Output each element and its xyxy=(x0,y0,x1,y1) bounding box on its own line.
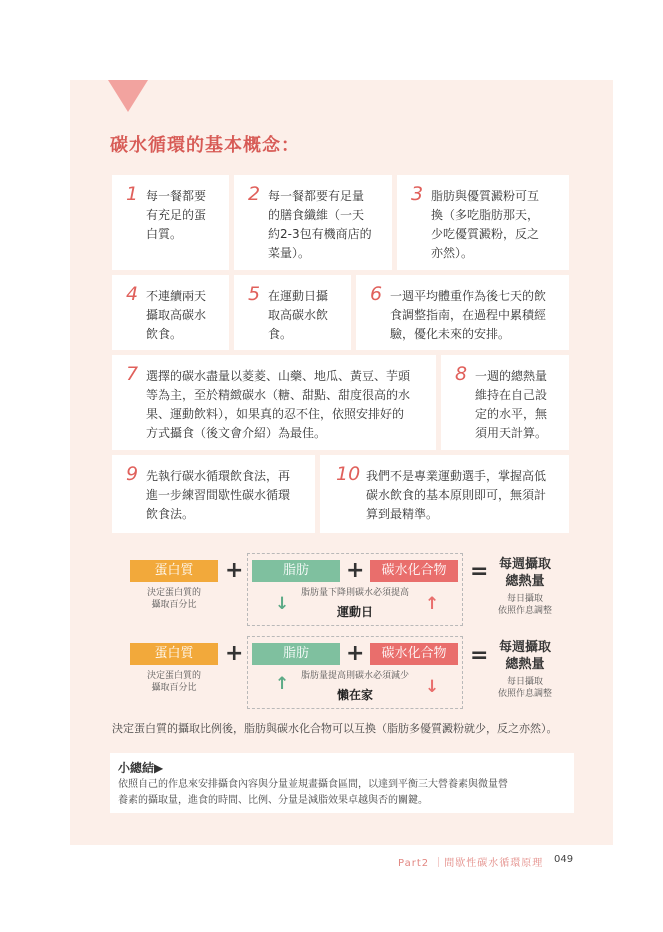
section-title: 碳水循環的基本概念： xyxy=(110,135,300,156)
arrow-up-icon: ↑ xyxy=(275,674,290,694)
protein-note: 決定蛋白質的 攝取百分比 xyxy=(146,588,201,610)
result-note: 每日攝取 依照作息調整 xyxy=(497,677,552,699)
concept-card-7 xyxy=(112,355,436,450)
plus-sign: + xyxy=(225,558,244,583)
card-number: 2 xyxy=(248,183,261,205)
card-number: 3 xyxy=(411,183,424,205)
card-number: 5 xyxy=(248,283,261,305)
concept-card-5 xyxy=(234,275,351,350)
plus-sign: + xyxy=(225,641,244,666)
equals-sign: = xyxy=(470,559,489,584)
day-label: 懶在家 xyxy=(336,688,373,702)
card-text: 脂肪與優質澱粉可互 換（多吃脂肪那天， 少吃優質澱粉，反之 亦然）。 xyxy=(431,189,540,260)
protein-note: 決定蛋白質的 攝取百分比 xyxy=(146,671,201,693)
carb-box: 碳水化合物 xyxy=(370,643,458,665)
day-label: 運動日 xyxy=(336,605,373,619)
concept-card-6 xyxy=(356,275,569,350)
plus-sign: + xyxy=(346,558,365,583)
chapter-label: Part2 ｜間歇性碳水循環原理 xyxy=(398,858,544,869)
concept-card-9 xyxy=(112,455,315,533)
card-number: 1 xyxy=(126,183,139,205)
exchange-note: 脂肪量提高則碳水必須減少 xyxy=(300,671,409,681)
plus-sign: + xyxy=(346,641,365,666)
protein-box: 蛋白質 xyxy=(130,560,218,582)
arrow-down-icon: ↓ xyxy=(275,594,290,614)
arrow-up-icon: ↑ xyxy=(425,594,440,614)
card-text: 一週平均體重作為後七天的飲 食調整指南，在過程中累積經 驗，優化未來的安排。 xyxy=(390,289,547,341)
protein-box: 蛋白質 xyxy=(130,643,218,665)
result-label: 每週攝取 總熱量 xyxy=(498,640,551,672)
exchange-note: 脂肪量下降則碳水必須提高 xyxy=(300,588,409,598)
card-number: 9 xyxy=(126,463,139,485)
concept-card-2 xyxy=(234,175,392,270)
card-number: 10 xyxy=(336,463,361,485)
fat-box: 脂肪 xyxy=(252,560,340,582)
card-number: 7 xyxy=(126,363,139,385)
concept-card-8 xyxy=(441,355,569,450)
result-note: 每日攝取 依照作息調整 xyxy=(497,594,552,616)
card-number: 6 xyxy=(370,283,383,305)
card-text: 每一餐都要有足量 的膳食纖維（一天 約2-3包有機商店的 菜量）。 xyxy=(268,189,372,260)
fat-box: 脂肪 xyxy=(252,643,340,665)
concept-card-4 xyxy=(112,275,229,350)
result-label: 每週攝取 總熱量 xyxy=(498,557,551,589)
card-text: 在運動日攝 取高碳水飲 食。 xyxy=(268,289,329,341)
card-text: 我們不是專業運動選手，掌握高低 碳水飲食的基本原則即可，無須計 算到最精準。 xyxy=(366,469,547,521)
card-text: 不連續兩天 攝取高碳水 飲食。 xyxy=(146,289,207,341)
page-number: 049 xyxy=(554,854,574,865)
concept-card-10 xyxy=(320,455,569,533)
card-text: 一週的總熱量 維持在自己設 定的水平，無 須用天計算。 xyxy=(475,369,548,440)
concept-card-1 xyxy=(112,175,229,270)
card-number: 4 xyxy=(126,283,139,305)
summary-title: 小總結▶ xyxy=(118,761,164,775)
card-number: 8 xyxy=(455,363,468,385)
exchange-explanation: 決定蛋白質的攝取比例後，脂肪與碳水化合物可以互換（脂肪多優質澱粉就少，反之亦然）。 xyxy=(112,722,558,735)
card-text: 每一餐都要 有充足的蛋 白質。 xyxy=(146,189,207,241)
equals-sign: = xyxy=(470,643,489,668)
carb-box: 碳水化合物 xyxy=(370,560,458,582)
arrow-down-icon: ↓ xyxy=(425,677,440,697)
corner-triangle-decoration xyxy=(108,80,148,112)
summary-text: 依照自己的作息來安排攝食內容與分量並規畫攝食區間，以達到平衡三大營養素與微量營 養素的攝取量，進食的時間、比例、分量是減脂效果卓越與否的關鍵。 xyxy=(118,779,508,806)
card-text: 選擇的碳水盡量以菱菱、山藥、地瓜、黃豆、芋頭 等為主，至於精緻碳水（糖、甜點、甜度很高的水 果、運動飲料），如果真的忍不住，依照安排好的 方式攝食（後文會介紹）為最佳。 xyxy=(146,369,411,440)
concept-card-3 xyxy=(397,175,569,270)
card-text: 先執行碳水循環飲食法，再 進一步練習間歇性碳水循環 飲食法。 xyxy=(146,469,291,521)
summary-box xyxy=(110,753,574,813)
